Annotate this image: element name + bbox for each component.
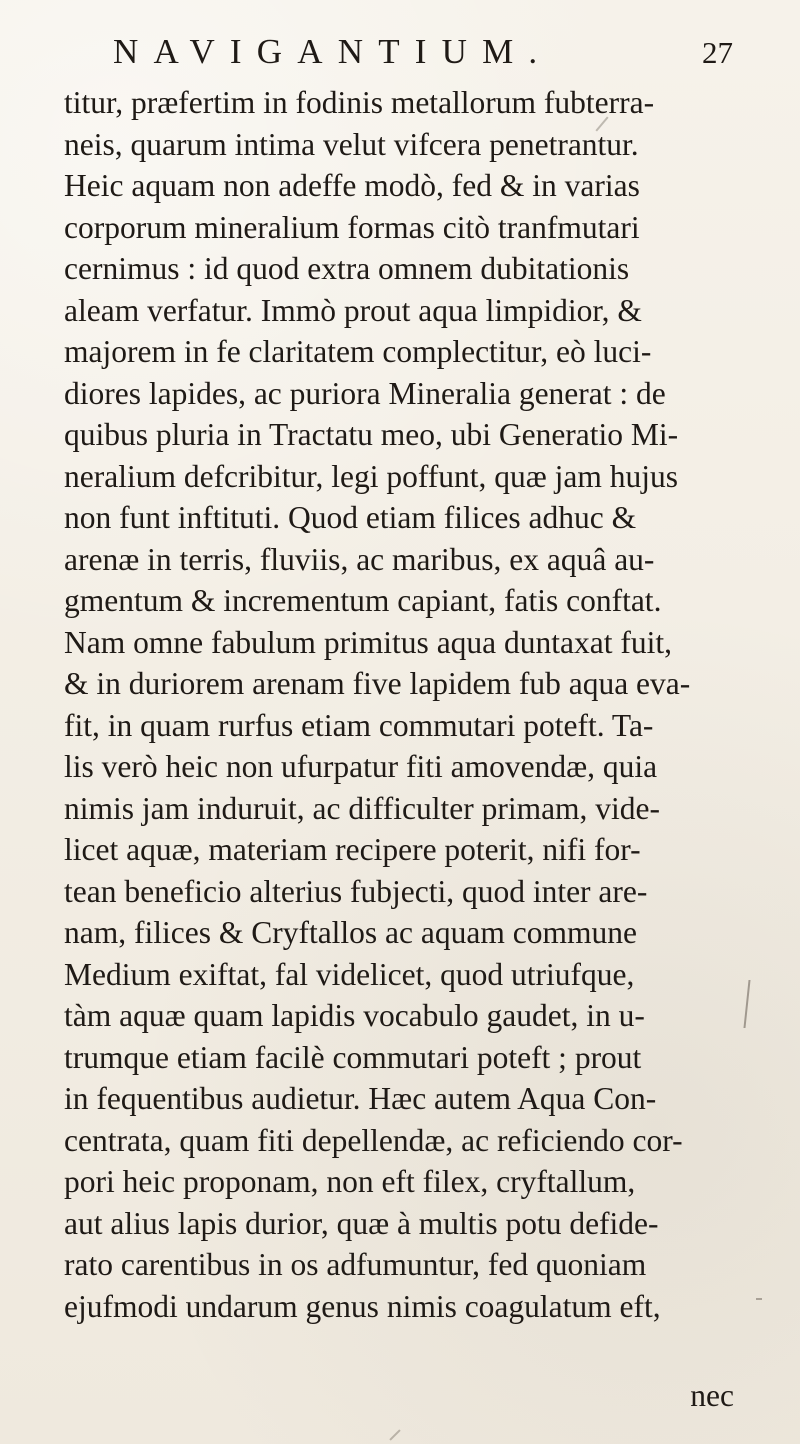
text-line-18: nimis jam induruit, ac difficulter primam, vide- [64,790,661,826]
text-line-7: majorem in fe claritatem complectitur, eò luci- [64,334,652,369]
text-line-27: pori heic proponam, non eft filex, cryftallum, [64,1164,636,1199]
text-line-15: & in duriorem arenam five lapidem fub aqua eva- [64,666,691,701]
text-line-4: corporum mineralium formas citò tranfmutari [64,209,640,245]
text-line-2: neis, quarum intima velut vifcera penetrantur. [64,126,639,162]
text-line-21: nam, filices & Cryftallos ac aquam commune [64,915,637,950]
page-number: 27 [702,35,733,70]
text-line-26: centrata, quam fiti depellendæ, ac reficiendo cor- [64,1122,683,1158]
text-line-17: lis verò heic non ufurpatur fiti amovendæ, quia [64,749,658,784]
running-head: NAVIGANTIUM. [113,32,553,71]
text-line-30: ejufmodi undarum genus nimis coagulatum eft, [64,1288,661,1324]
catchword: nec [690,1378,734,1413]
text-line-1: titur, præfertim in fodinis metallorum fubterra- [64,85,655,120]
text-line-23: tàm aquæ quam lapidis vocabulo gaudet, in u- [64,998,645,1033]
text-line-5: cernimus : id quod extra omnem dubitationis [64,251,630,286]
text-line-6: aleam verfatur. Immò prout aqua limpidior, & [64,292,642,328]
text-line-16: fit, in quam rurfus etiam commutari poteft. Ta- [64,707,654,743]
text-line-11: non funt inftituti. Quod etiam filices adhuc & [64,500,637,535]
text-line-14: Nam omne fabulum primitus aqua duntaxat fuit, [64,624,672,660]
page-header [113,34,733,80]
text-line-3: Heic aquam non adeffe modò, fed & in varias [64,168,640,203]
text-line-8: diores lapides, ac puriora Mineralia generat : de [64,375,666,411]
text-line-12: arenæ in terris, fluviis, ac maribus, ex aquâ au- [64,541,655,577]
text-line-10: neralium defcribitur, legi poffunt, quæ jam hujus [64,458,679,494]
text-line-9: quibus pluria in Tractatu meo, ubi Generatio Mi- [64,417,679,452]
ink-mark [756,1298,762,1300]
text-line-13: gmentum & incrementum capiant, fatis conftat. [64,583,662,618]
text-line-22: Medium exiftat, fal videlicet, quod utriufque, [64,956,635,992]
text-line-28: aut alius lapis durior, quæ à multis potu defide- [64,1205,659,1241]
text-line-29: rato carentibus in os adfumuntur, fed quoniam [64,1247,647,1282]
text-line-24: trumque etiam facilè commutari poteft ; prout [64,1039,642,1075]
margin-mark [743,980,760,1028]
text-line-19: licet aquæ, materiam recipere poterit, nifi for- [64,832,641,867]
ink-mark [389,1429,400,1440]
text-line-20: tean beneficio alterius fubjecti, quod inter are- [64,873,648,909]
text-line-25: in fequentibus audietur. Hæc autem Aqua Con- [64,1081,657,1116]
main-text [64,82,738,1327]
